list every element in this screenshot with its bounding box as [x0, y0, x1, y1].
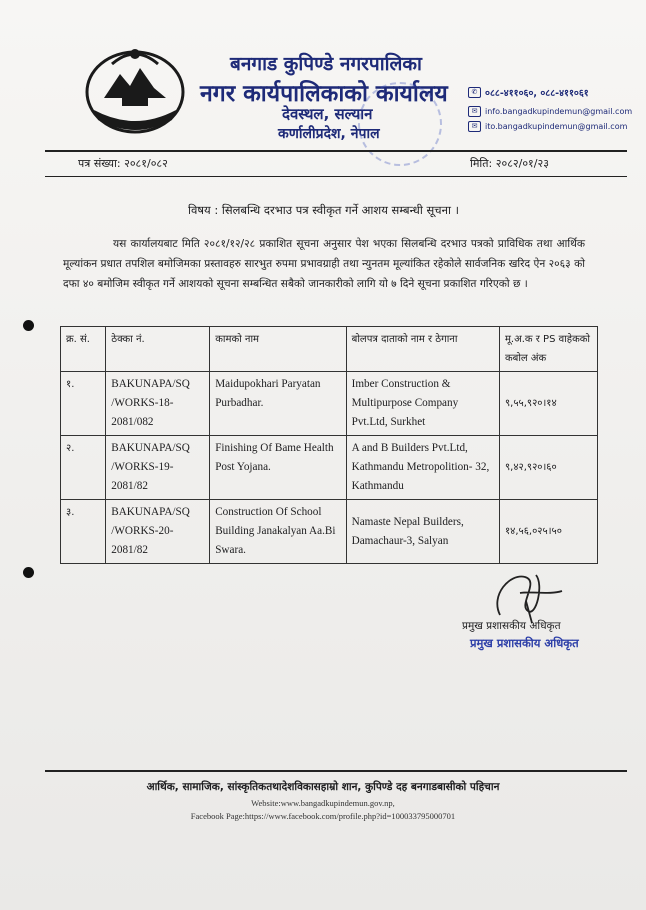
- nepal-emblem-icon: [82, 40, 188, 136]
- office-stamp: [358, 82, 442, 166]
- table-row: [61, 500, 598, 564]
- cell-sn: ३.: [61, 500, 106, 564]
- office-location: देवस्थल, सल्यान: [282, 105, 373, 123]
- office-name: नगर कार्यपालिकाको कार्यालय: [200, 81, 448, 107]
- officer-signature: [470, 565, 580, 625]
- contact-phone: [468, 86, 589, 99]
- col-header-amount: मू.अ.क र PS वाहेकको कबोल अंक: [499, 327, 597, 372]
- footer-facebook: Facebook Page:https://www.facebook.com/profile.php?id=100033795000701: [190, 811, 456, 821]
- email-info-text: info.bangadkupindemun@gmail.com: [485, 107, 633, 116]
- header-divider: [45, 150, 627, 152]
- contact-email-ito: [468, 121, 627, 132]
- cell-contract: BAKUNAPA/SQ /WORKS-19- 2081/82: [106, 436, 210, 500]
- cell-work: Finishing Of Bame Health Post Yojana.: [210, 436, 346, 500]
- col-header-contract: ठेक्का नं.: [106, 327, 210, 372]
- table-row: [61, 436, 598, 500]
- reference-number: पत्र संख्या: २०८१/०८२: [78, 157, 168, 170]
- email-ito-text: ito.bangadkupindemun@gmail.com: [485, 122, 628, 131]
- cell-bidder: Namaste Nepal Builders, Damachaur-3, Salyan: [346, 500, 499, 564]
- footer-slogan: आर्थिक, सामाजिक, सांस्कृतिकतथादेशविकासहाम्रो शान, कुपिण्डे दह बनगाडबासीको पहिचान: [146, 781, 500, 793]
- signatory-title: प्रमुख प्रशासकीय अधिकृत: [462, 620, 561, 632]
- cell-contract: BAKUNAPA/SQ /WORKS-18- 2081/082: [106, 372, 210, 436]
- col-header-sn: क्र. सं.: [61, 327, 106, 372]
- cell-amount: ९,४२,९२०।६०: [499, 436, 597, 500]
- letter-subject: विषय : सिलबन्धि दरभाउ पत्र स्वीकृत गर्ने आशय सम्बन्धी सूचना ।: [188, 203, 459, 217]
- cell-work: Construction Of School Building Janakalyan Aa.Bi Swara.: [210, 500, 346, 564]
- footer-website: Website:www.bangadkupindemun.gov.np,: [251, 798, 395, 808]
- letter-body: यस कार्यालयबाट मिति २०८१/१२/२८ प्रकाशित सूचना अनुसार पेश भएका सिलबन्धि दरभाउ पत्रको प्राविधिक तथा आर्थिक मूल्यांकन प्रधात तपशिल बमोजिमका प्रस्तावहरु सारभुत रुपमा प्रभावग्राही तथा न्युनतम मूल्यांकित रहेकोले सार्वजनिक खरिद ऐन २०६३ को दफा ४० बमोजिम स्वीकृत गर्ने आशयको सूचना सम्बन्धित सबैको जानकारीको लागि यो ७ दिने सूचना प्रकाशित गरिएको छ ।: [63, 238, 585, 290]
- phone-icon: ✆: [468, 87, 481, 98]
- cell-sn: २.: [61, 436, 106, 500]
- letter-date: मिति: २०८२/०१/२३: [470, 157, 549, 170]
- contact-email-info: [468, 106, 632, 117]
- cell-work: Maidupokhari Paryatan Purbadhar.: [210, 372, 346, 436]
- cell-amount: ९,५५,९२०।१४: [499, 372, 597, 436]
- table-header-row: [61, 327, 598, 372]
- municipality-name: बनगाड कुपिण्डे नगरपालिका: [230, 53, 422, 75]
- bid-table: [60, 326, 598, 564]
- meta-divider: [45, 176, 627, 177]
- cell-bidder: A and B Builders Pvt.Ltd, Kathmandu Metropolition- 32, Kathmandu: [346, 436, 499, 500]
- cell-amount: १४,५६,०२५।५०: [499, 500, 597, 564]
- table-row: [61, 372, 598, 436]
- email-icon: ✉: [468, 121, 481, 132]
- email-icon: ✉: [468, 106, 481, 117]
- cell-bidder: Imber Construction & Multipurpose Company Pvt.Ltd, Surkhet: [346, 372, 499, 436]
- punch-hole: [23, 320, 34, 331]
- punch-hole: [23, 567, 34, 578]
- phone-text: ०८८-४११०६०, ०८८-४११०६१: [485, 88, 589, 99]
- col-header-bidder: बोलपत्र दाताको नाम र ठेगाना: [346, 327, 499, 372]
- col-header-work: कामको नाम: [210, 327, 346, 372]
- cell-contract: BAKUNAPA/SQ /WORKS-20- 2081/82: [106, 500, 210, 564]
- office-province: कर्णालीप्रदेश, नेपाल: [278, 126, 380, 142]
- cell-sn: १.: [61, 372, 106, 436]
- footer-divider: [45, 770, 627, 772]
- signatory-stamp: प्रमुख प्रशासकीय अधिकृत: [470, 636, 579, 650]
